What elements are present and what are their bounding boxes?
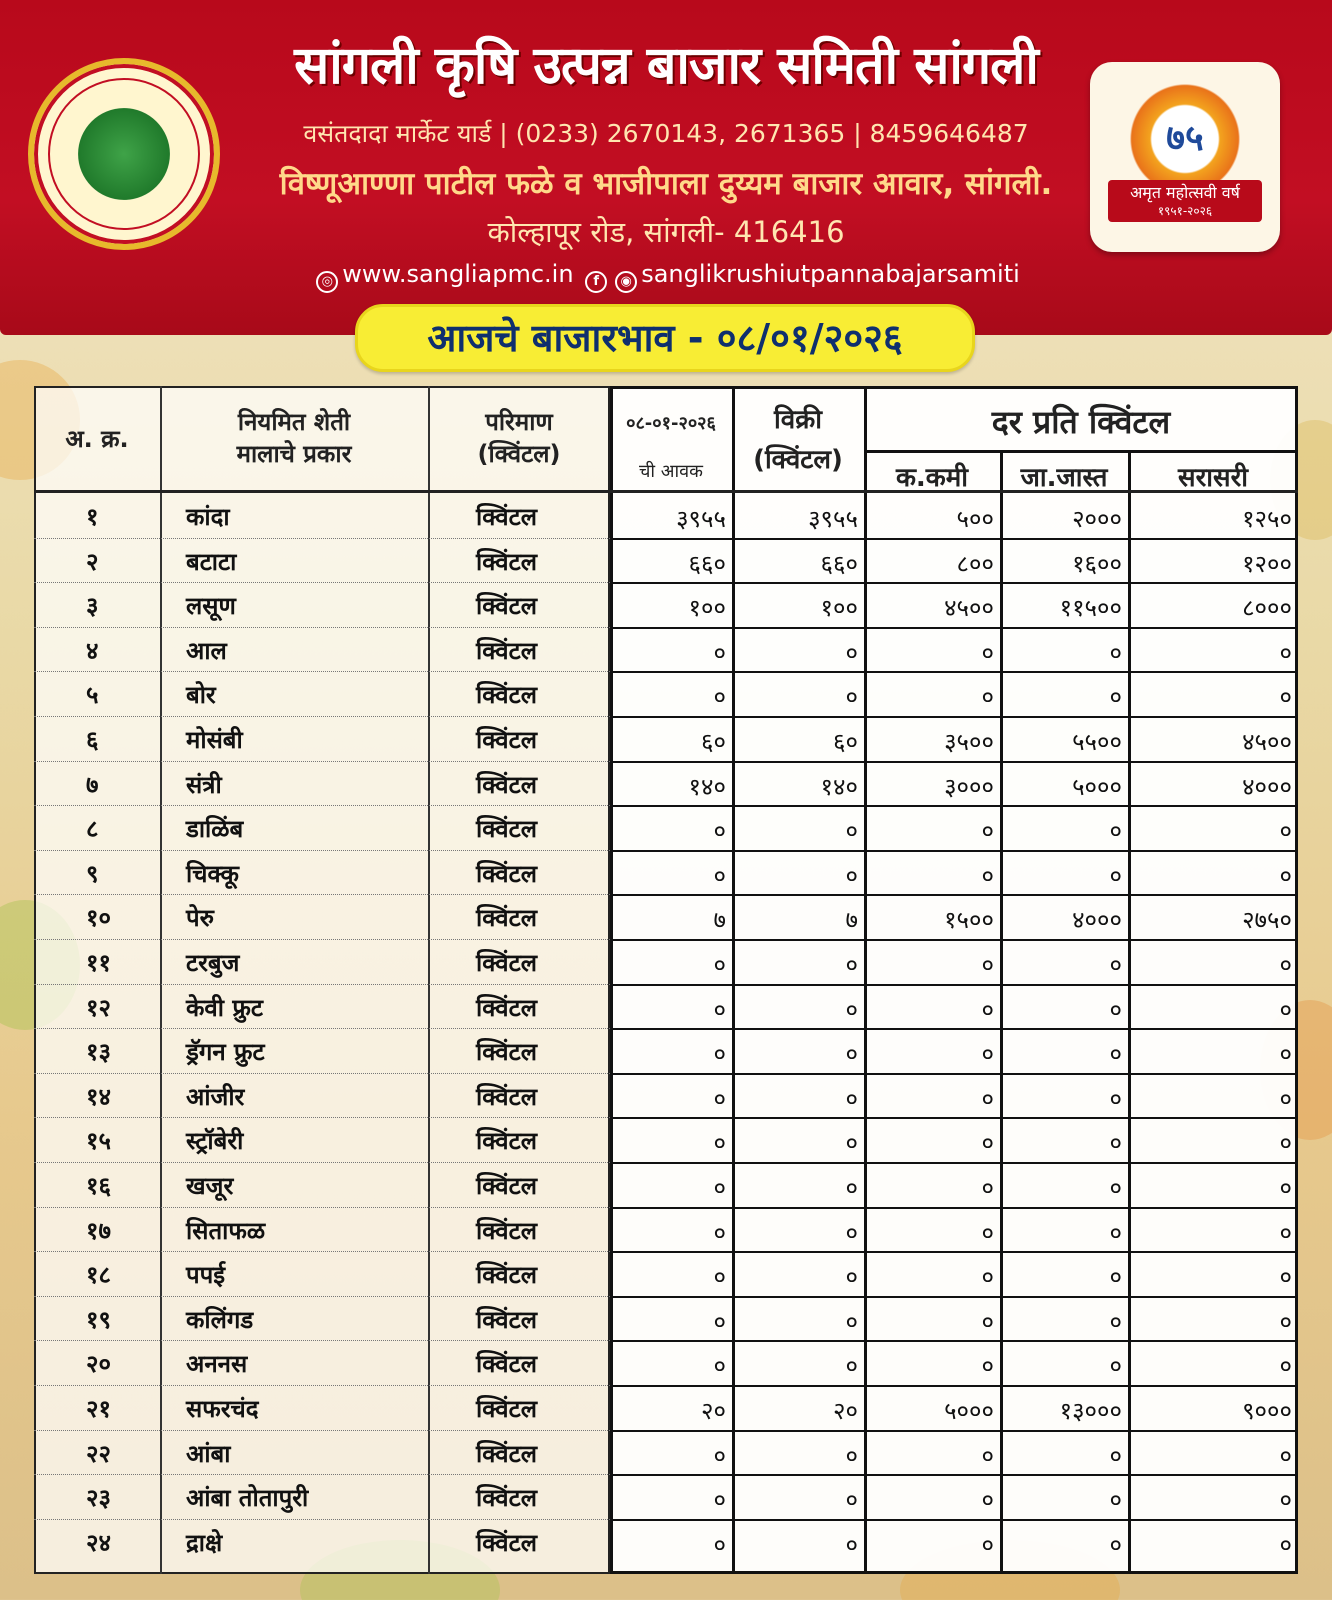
row-max-rate: ० xyxy=(1109,638,1122,667)
instagram-icon[interactable]: ◉ xyxy=(615,271,637,293)
row-serial-number: १२ xyxy=(86,993,111,1022)
row-serial-number: १० xyxy=(86,904,111,933)
row-min-rate: ० xyxy=(981,861,994,890)
row-serial-number: २४ xyxy=(86,1528,111,1557)
anniversary-number: ७५ xyxy=(1166,118,1204,159)
row-min-rate: ० xyxy=(981,995,994,1024)
ribbon-text: अमृत महोत्सवी वर्ष xyxy=(1130,183,1240,202)
table-row xyxy=(34,1029,1298,1074)
row-avg-rate: ० xyxy=(1279,1040,1292,1069)
table-row xyxy=(34,985,1298,1030)
road-address: कोल्हापूर रोड, सांगली- 416416 xyxy=(487,215,845,249)
row-avg-rate: ० xyxy=(1279,1129,1292,1158)
row-avg-rate: ० xyxy=(1279,638,1292,667)
rates-table xyxy=(34,386,1298,1574)
row-unit: क्विंटल xyxy=(476,1484,538,1513)
row-arrival: ० xyxy=(713,683,726,712)
row-unit: क्विंटल xyxy=(476,859,538,888)
row-unit: क्विंटल xyxy=(476,503,538,531)
row-item-name: द्राक्षे xyxy=(186,1528,223,1557)
row-arrival: १०० xyxy=(688,594,726,623)
row-min-rate: ० xyxy=(981,1352,994,1381)
header-sale xyxy=(732,400,864,480)
row-unit: क्विंटल xyxy=(476,1305,538,1334)
row-max-rate: ० xyxy=(1109,1530,1122,1559)
row-sale: ० xyxy=(845,951,858,979)
row-unit: क्विंटल xyxy=(476,993,538,1022)
row-sale: ० xyxy=(845,861,858,890)
row-arrival: ० xyxy=(713,1441,726,1470)
row-item-name: सफरचंद xyxy=(186,1395,259,1423)
row-arrival: ३९५५ xyxy=(676,505,726,533)
header-avg: सरासरी xyxy=(1178,463,1248,493)
table-row xyxy=(34,628,1298,673)
row-unit: क्विंटल xyxy=(476,1395,538,1423)
row-sale: ० xyxy=(845,1307,858,1336)
table-row xyxy=(34,717,1298,762)
row-arrival: ० xyxy=(713,817,726,846)
row-max-rate: २००० xyxy=(1072,505,1122,533)
row-item-name: आल xyxy=(186,636,227,665)
row-serial-number: ६ xyxy=(86,726,99,754)
row-avg-rate: ० xyxy=(1279,1084,1292,1113)
rate-group-divider xyxy=(864,450,1298,453)
row-max-rate: ५००० xyxy=(1072,772,1122,801)
row-sale: ० xyxy=(845,1040,858,1069)
row-item-name: आंबा तोतापुरी xyxy=(186,1484,309,1513)
row-item-name: स्ट्रॉबेरी xyxy=(186,1127,244,1156)
row-avg-rate: ० xyxy=(1279,1441,1292,1470)
header-banner xyxy=(0,0,1332,335)
row-min-rate: ० xyxy=(981,1084,994,1113)
row-unit: क्विंटल xyxy=(476,1439,538,1468)
row-arrival: १४० xyxy=(688,772,726,801)
row-avg-rate: ९००० xyxy=(1242,1397,1292,1425)
row-item-name: चिक्कू xyxy=(186,859,239,888)
row-avg-rate: ० xyxy=(1279,861,1292,890)
row-min-rate: १५०० xyxy=(944,906,994,935)
row-min-rate: ० xyxy=(981,951,994,979)
row-min-rate: ० xyxy=(981,638,994,667)
row-item-name: डाळिंब xyxy=(186,815,244,844)
row-sale: ० xyxy=(845,1084,858,1113)
row-sale: ० xyxy=(845,1530,858,1559)
row-unit: क्विंटल xyxy=(476,1038,538,1067)
row-sale: ० xyxy=(845,1352,858,1381)
row-min-rate: ३५०० xyxy=(944,728,994,756)
row-serial-number: २३ xyxy=(86,1484,111,1513)
row-sale: २० xyxy=(833,1397,858,1425)
social-handle[interactable]: sanglikrushiutpannabajarsamiti xyxy=(641,260,1020,288)
table-row xyxy=(34,1475,1298,1520)
row-max-rate: ० xyxy=(1109,1174,1122,1202)
table-row xyxy=(34,494,1298,539)
row-max-rate: ० xyxy=(1109,1084,1122,1113)
row-item-name: कांदा xyxy=(186,503,230,531)
row-unit: क्विंटल xyxy=(476,770,538,799)
row-max-rate: ० xyxy=(1109,951,1122,979)
row-serial-number: ४ xyxy=(86,636,99,665)
row-serial-number: २ xyxy=(86,547,99,576)
row-max-rate: ० xyxy=(1109,1307,1122,1336)
row-item-name: बोर xyxy=(186,681,216,710)
row-min-rate: ० xyxy=(981,1129,994,1158)
row-sale: ६६० xyxy=(820,549,858,578)
row-item-name: पपई xyxy=(186,1261,226,1290)
table-row xyxy=(34,672,1298,717)
row-arrival: ६० xyxy=(701,728,726,756)
row-item-name: सिताफळ xyxy=(186,1216,266,1245)
row-arrival: ० xyxy=(713,1307,726,1336)
row-sale: ० xyxy=(845,1174,858,1202)
row-arrival: ० xyxy=(713,1129,726,1158)
address-line: वसंतदादा मार्केट यार्ड | (0233) 2670143, 2671365 | 8459646487 xyxy=(303,119,1029,148)
row-arrival: ० xyxy=(713,1530,726,1559)
row-item-name: ड्रॅगन फ्रुट xyxy=(186,1038,265,1067)
row-sale: ० xyxy=(845,1218,858,1247)
row-serial-number: १९ xyxy=(86,1305,111,1334)
market-name: विष्णूआण्णा पाटील फळे व भाजीपाला दुय्यम बाजार आवार, सांगली. xyxy=(279,166,1053,202)
row-item-name: मोसंबी xyxy=(186,726,243,754)
row-max-rate: ० xyxy=(1109,1218,1122,1247)
row-unit: क्विंटल xyxy=(476,1261,538,1290)
row-serial-number: ५ xyxy=(86,681,99,710)
row-max-rate: ११५०० xyxy=(1059,594,1122,623)
table-row xyxy=(34,1208,1298,1253)
row-arrival: ० xyxy=(713,1084,726,1113)
row-min-rate: ० xyxy=(981,1040,994,1069)
row-avg-rate: ० xyxy=(1279,951,1292,979)
header-item xyxy=(160,406,428,470)
table-row xyxy=(34,1431,1298,1476)
row-min-rate: ५०० xyxy=(956,505,994,533)
row-item-name: संत्री xyxy=(186,770,222,799)
row-arrival: ० xyxy=(713,1263,726,1292)
row-arrival: २० xyxy=(701,1397,726,1425)
row-avg-rate: ० xyxy=(1279,1263,1292,1292)
row-unit: क्विंटल xyxy=(476,726,538,754)
row-serial-number: १६ xyxy=(86,1172,111,1200)
row-serial-number: ९ xyxy=(86,859,99,888)
contact-links xyxy=(0,260,1332,293)
header-unit xyxy=(428,406,610,470)
table-row xyxy=(34,1297,1298,1342)
row-item-name: केवी फ्रुट xyxy=(186,993,263,1022)
row-max-rate: ० xyxy=(1109,995,1122,1024)
table-row xyxy=(34,895,1298,940)
row-unit: क्विंटल xyxy=(476,1082,538,1111)
row-item-name: आंजीर xyxy=(186,1082,245,1111)
row-min-rate: ८०० xyxy=(956,549,994,578)
header-unit-line1: परिमाण xyxy=(485,408,553,436)
row-unit: क्विंटल xyxy=(476,1350,538,1379)
row-arrival: ७ xyxy=(713,906,726,935)
table-row xyxy=(34,940,1298,985)
row-arrival: ० xyxy=(713,1040,726,1069)
website-link[interactable]: www.sangliapmc.in xyxy=(342,260,574,288)
amrit-mahotsav-logo xyxy=(1090,62,1280,252)
row-unit: क्विंटल xyxy=(476,1127,538,1156)
header-item-line1: नियमित शेती xyxy=(237,408,351,436)
row-min-rate: ० xyxy=(981,1441,994,1470)
header-sale-line1: विक्री xyxy=(774,405,822,435)
table-row xyxy=(34,1520,1298,1565)
row-max-rate: ० xyxy=(1109,861,1122,890)
anniversary-ribbon xyxy=(1108,180,1262,222)
row-unit: क्विंटल xyxy=(476,1216,538,1245)
row-max-rate: ० xyxy=(1109,1040,1122,1069)
row-min-rate: ५००० xyxy=(944,1397,994,1425)
row-sale: ६० xyxy=(833,728,858,756)
row-avg-rate: ० xyxy=(1279,1307,1292,1336)
row-unit: क्विंटल xyxy=(476,904,538,933)
row-unit: क्विंटल xyxy=(476,681,538,710)
row-max-rate: ० xyxy=(1109,1263,1122,1292)
row-serial-number: २२ xyxy=(86,1439,111,1468)
row-serial-number: ८ xyxy=(86,815,99,844)
row-avg-rate: ० xyxy=(1279,1174,1292,1202)
row-sale: ७ xyxy=(845,906,858,935)
header-min: क.कमी xyxy=(895,463,969,493)
row-max-rate: ० xyxy=(1109,1129,1122,1158)
row-max-rate: ० xyxy=(1109,683,1122,712)
row-avg-rate: ० xyxy=(1279,1218,1292,1247)
facebook-icon[interactable]: f xyxy=(585,271,607,293)
row-serial-number: १ xyxy=(86,503,99,531)
row-sale: ० xyxy=(845,817,858,846)
row-serial-number: १५ xyxy=(86,1127,111,1156)
row-arrival: ० xyxy=(713,995,726,1024)
header-arrival xyxy=(610,400,732,496)
row-serial-number: ७ xyxy=(86,770,99,799)
header-sale-line2: (क्विंटल) xyxy=(753,445,843,475)
globe-icon: ◎ xyxy=(316,271,338,293)
table-row xyxy=(34,539,1298,584)
row-serial-number: १७ xyxy=(86,1216,111,1245)
row-unit: क्विंटल xyxy=(476,949,538,977)
row-arrival: ० xyxy=(713,1486,726,1515)
row-unit: क्विंटल xyxy=(476,636,538,665)
row-serial-number: २० xyxy=(86,1350,111,1379)
row-max-rate: ४००० xyxy=(1072,906,1122,935)
row-min-rate: ० xyxy=(981,1174,994,1202)
header-sr-no: अ. क्र. xyxy=(65,425,129,453)
header-item-line2: मालाचे प्रकार xyxy=(236,440,352,468)
row-min-rate: ० xyxy=(981,817,994,846)
row-min-rate: ० xyxy=(981,1307,994,1336)
row-arrival: ० xyxy=(713,1352,726,1381)
row-arrival: ० xyxy=(713,1218,726,1247)
row-min-rate: ० xyxy=(981,1486,994,1515)
row-min-rate: ४५०० xyxy=(944,594,994,623)
row-item-name: कलिंगड xyxy=(186,1305,254,1334)
row-unit: क्विंटल xyxy=(476,1528,538,1557)
row-item-name: लसूण xyxy=(186,592,236,621)
table-row xyxy=(34,1386,1298,1431)
logo-emblem-icon xyxy=(78,108,170,200)
row-max-rate: ० xyxy=(1109,817,1122,846)
header-rate-group: दर प्रति क्विंटल xyxy=(991,403,1171,441)
row-serial-number: ३ xyxy=(86,592,99,621)
row-serial-number: १४ xyxy=(86,1082,111,1111)
row-sale: ० xyxy=(845,638,858,667)
row-arrival: ० xyxy=(713,1174,726,1202)
header-arrival-label: ची आवक xyxy=(638,461,704,482)
row-avg-rate: ४५०० xyxy=(1242,728,1292,756)
row-min-rate: ० xyxy=(981,1218,994,1247)
row-max-rate: १३००० xyxy=(1059,1397,1122,1425)
header-arrival-date: ०८-०१-२०२६ xyxy=(626,413,716,434)
row-sale: ० xyxy=(845,683,858,712)
row-sale: ० xyxy=(845,1129,858,1158)
row-serial-number: ११ xyxy=(86,949,111,977)
row-sale: ० xyxy=(845,995,858,1024)
table-row xyxy=(34,762,1298,807)
row-item-name: अननस xyxy=(186,1350,248,1379)
row-item-name: बटाटा xyxy=(186,547,237,576)
row-avg-rate: ० xyxy=(1279,1530,1292,1559)
table-row xyxy=(34,851,1298,896)
table-row xyxy=(34,1074,1298,1119)
row-sale: १०० xyxy=(820,594,858,623)
row-max-rate: ५५०० xyxy=(1072,728,1122,756)
row-min-rate: ३००० xyxy=(944,772,994,801)
row-max-rate: ० xyxy=(1109,1352,1122,1381)
page-title: सांगली कृषि उत्पन्न बाजार समिती सांगली xyxy=(294,36,1038,96)
row-arrival: ६६० xyxy=(688,549,726,578)
row-unit: क्विंटल xyxy=(476,815,538,844)
row-sale: ३९५५ xyxy=(808,505,858,533)
table-row xyxy=(34,583,1298,628)
row-avg-rate: २७५० xyxy=(1242,906,1292,935)
row-item-name: खजूर xyxy=(186,1172,234,1200)
row-item-name: पेरु xyxy=(186,904,214,933)
row-sale: ० xyxy=(845,1441,858,1470)
row-sale: १४० xyxy=(820,772,858,801)
row-item-name: टरबुज xyxy=(186,949,240,977)
table-row xyxy=(34,1118,1298,1163)
row-arrival: ० xyxy=(713,861,726,890)
row-serial-number: १८ xyxy=(86,1261,111,1290)
row-item-name: आंबा xyxy=(186,1439,231,1468)
row-unit: क्विंटल xyxy=(476,1172,538,1200)
row-avg-rate: १२०० xyxy=(1242,549,1292,578)
row-serial-number: २१ xyxy=(86,1395,111,1423)
row-avg-rate: ० xyxy=(1279,817,1292,846)
row-arrival: ० xyxy=(713,638,726,667)
row-arrival: ० xyxy=(713,951,726,979)
row-avg-rate: १२५० xyxy=(1242,505,1292,533)
row-min-rate: ० xyxy=(981,683,994,712)
row-sale: ० xyxy=(845,1263,858,1292)
row-avg-rate: ० xyxy=(1279,1352,1292,1381)
row-avg-rate: ० xyxy=(1279,995,1292,1024)
table-row xyxy=(34,1252,1298,1297)
row-avg-rate: ० xyxy=(1279,683,1292,712)
row-max-rate: ० xyxy=(1109,1441,1122,1470)
row-sale: ० xyxy=(845,1486,858,1515)
row-avg-rate: ४००० xyxy=(1242,772,1292,801)
table-row xyxy=(34,1341,1298,1386)
rate-date-banner: आजचे बाजारभाव - ०८/०१/२०२६ xyxy=(355,304,975,372)
table-row xyxy=(34,1163,1298,1208)
ribbon-years: १९५१-२०२६ xyxy=(1157,204,1213,218)
header-unit-line2: (क्विंटल) xyxy=(477,440,561,468)
header-max: जा.जास्त xyxy=(1020,463,1108,493)
row-unit: क्विंटल xyxy=(476,547,538,576)
row-min-rate: ० xyxy=(981,1263,994,1292)
apmc-logo xyxy=(28,58,220,250)
row-avg-rate: ० xyxy=(1279,1486,1292,1515)
row-max-rate: १६०० xyxy=(1072,549,1122,578)
table-row xyxy=(34,806,1298,851)
row-unit: क्विंटल xyxy=(476,592,538,621)
row-max-rate: ० xyxy=(1109,1486,1122,1515)
row-min-rate: ० xyxy=(981,1530,994,1559)
row-serial-number: १३ xyxy=(86,1038,111,1067)
row-avg-rate: ८००० xyxy=(1242,594,1292,623)
